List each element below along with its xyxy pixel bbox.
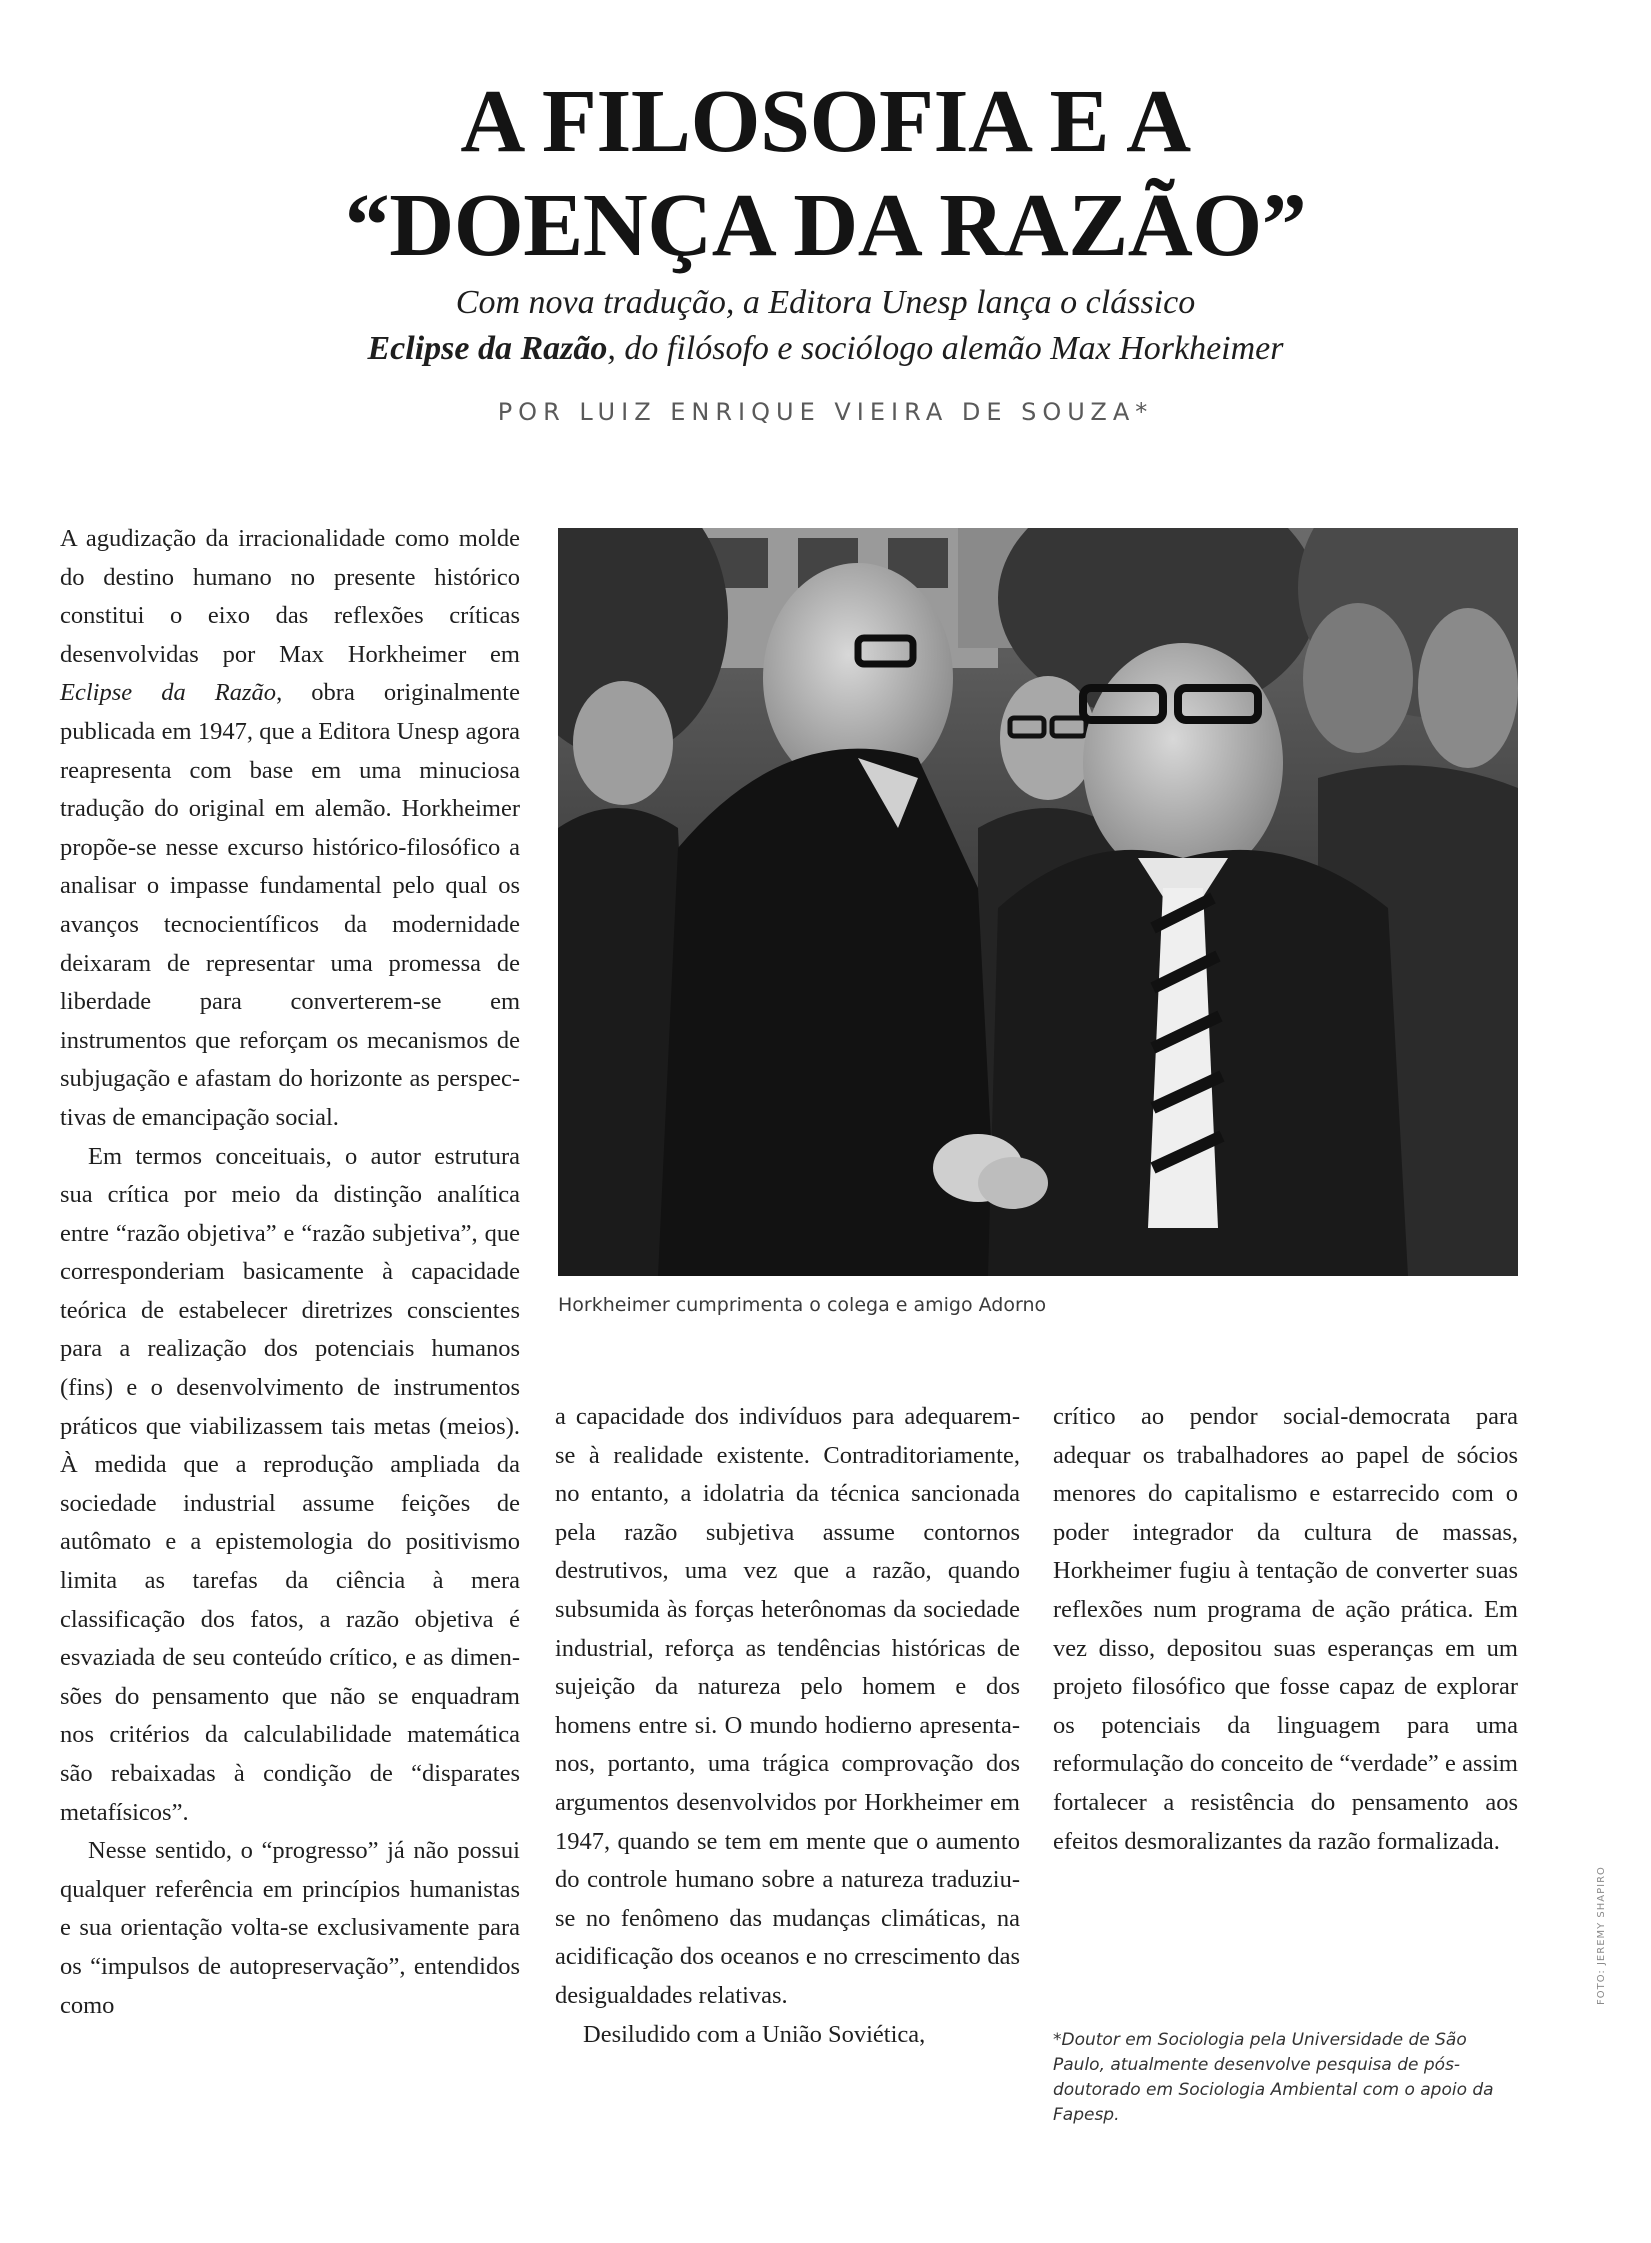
paragraph-5: Desiludido com a União Soviética, bbox=[583, 2020, 926, 2048]
title-line-1: A FILOSOFIA E A bbox=[460, 72, 1191, 171]
paragraph-1-text-b: , obra originalmente publicada em 1947, que a Editora Unesp agora reapresenta com base em uma minuciosa tradução do original em alemão. Horkheimer propõe-se nesse excurso histórico-filosófico a analisar o impasse fundamental pelo qual os avanços tecnocientíficos da modernidade deixaram de representar uma promessa de liberdade para converterem-se em instrumentos que reforçam os mecanismos de subjugação e afastam do horizonte as perspectivas de emancipação social. bbox=[60, 679, 520, 1131]
text-column-2 bbox=[555, 1398, 1020, 2188]
paragraph-2: Em termos conceituais, o autor estrutura sua crítica por meio da distinção analítica entre “razão objetiva” e “razão subjetiva”, que corresponderiam basicamente à capacidade teórica de estabelecer diretrizes conscientes para a realização dos potenciais humanos (fins) e o desenvolvimento de instrumentos práticos que viabilizassem tais metas (meios). À medida que a reprodução ampliada da sociedade industrial assume feições de autômato e a epistemologia do positivismo limita as tarefas da ciência à mera classificação dos fatos, a razão objetiva é esvaziada de seu conteúdo crítico, e as dimensões do pensamento que não se enquadram nos critérios da calculabilidade matemática são rebaixadas à condição de “disparates metafísicos”. bbox=[60, 1142, 520, 1826]
text-column-3 bbox=[1053, 1398, 1518, 1973]
paragraph-3: Nesse sentido, o “progresso” já não possui qualquer referência em princípios humanistas e sua orientação volta-se exclusivamente para os “impulsos de autopreservação”, entendidos como bbox=[60, 1837, 520, 2019]
subtitle-book-title: Eclipse da Razão bbox=[367, 330, 608, 367]
book-title-inline: Eclipse da Razão bbox=[60, 679, 277, 707]
photo-caption: Horkheimer cumprimenta o colega e amigo Adorno bbox=[558, 1294, 1047, 1316]
title-line-2: “DOENÇA DA RAZÃO” bbox=[344, 176, 1307, 275]
article-title bbox=[0, 70, 1651, 278]
article-photo bbox=[558, 528, 1518, 1276]
author-footnote: *Doutor em Sociologia pela Universidade de São Paulo, atualmente desenvolve pesquisa de pós-doutorado em Sociologia Ambiental com o apoio da Fapesp. bbox=[1053, 2030, 1494, 2125]
subtitle-line-2-text: , do filósofo e sociólogo alemão Max Horkheimer bbox=[607, 330, 1284, 367]
photo-illustration bbox=[558, 528, 1518, 1276]
article-subtitle bbox=[0, 280, 1651, 372]
byline: POR LUIZ ENRIQUE VIEIRA DE SOUZA* bbox=[497, 398, 1154, 426]
paragraph-4: a capacidade dos indivíduos para adequarem-se à realidade existente. Contraditoriamente, no entanto, a idolatria da técnica sancionada pela razão subjetiva assume contornos destrutivos, uma vez que a razão, quando subsumida às forças heterônomas da sociedade industrial, reforça as tendências históricas de sujeição da natureza pelo homem e dos homens entre si. O mundo hodierno apresenta-nos, portanto, uma trágica comprovação dos argumentos desenvolvidos por Horkheimer em 1947, quando se tem em mente que o aumento do controle humano sobre a natureza traduziu-se no fenômeno das mudanças climáticas, na acidificação dos oceanos e no crrescimento das desigualdades relativas. bbox=[555, 1403, 1020, 2009]
subtitle-line-1: Com nova tradução, a Editora Unesp lança o clássico bbox=[455, 284, 1196, 321]
text-column-1 bbox=[60, 520, 520, 2190]
paragraph-1 bbox=[60, 520, 520, 1138]
paragraph-6: crítico ao pendor social-democrata para adequar os trabalhadores ao papel de sócios menores do capitalismo e estarrecido com o poder integrador da cultura de massas, Horkheimer fugiu à tentação de converter suas reflexões num programa de ação prática. Em vez disso, depositou suas esperanças em um projeto filosófico que fosse capaz de explorar os potenciais da linguagem para uma reformulação do conceito de “verdade” e assim fortalecer a resistência do pensamento aos efeitos desmoralizantes da razão formalizada. bbox=[1053, 1403, 1518, 1855]
paragraph-1-text-a: A agudização da irracionalidade como molde do destino humano no presente histórico constitui o eixo das reflexões críticas desenvolvidas por Max Horkheimer em bbox=[60, 525, 520, 668]
photo-credit: FOTO: JEREMY SHAPIRO bbox=[1596, 1866, 1607, 2005]
subtitle-line-2 bbox=[0, 326, 1651, 372]
